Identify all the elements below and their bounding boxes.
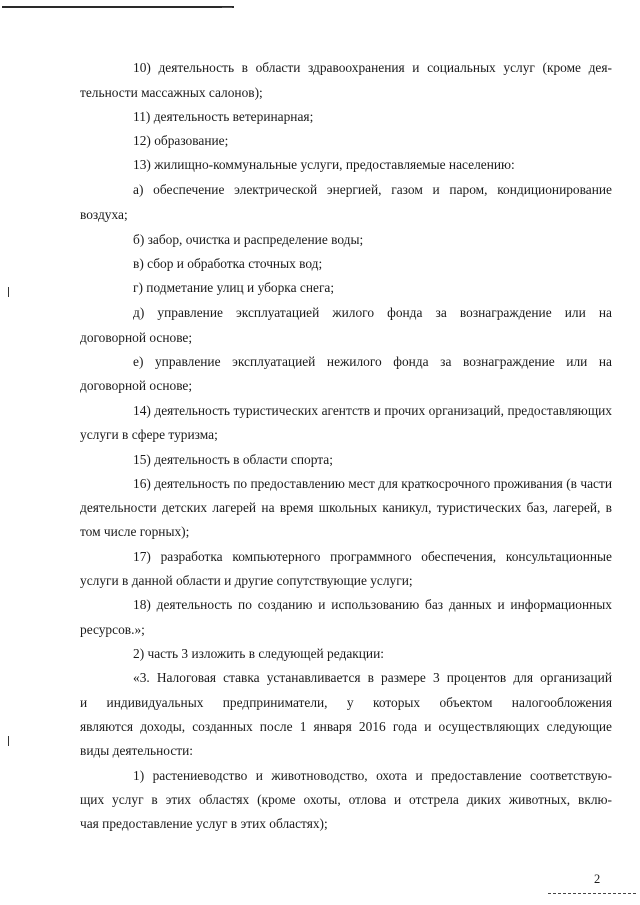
text-line: воздуха; [80,207,128,222]
text-line: 16) деятельность по предоставлению мест для краткосрочного проживания (в части [133,476,612,491]
text-line: 18) деятельность по созданию и использованию баз данных и информационных [133,597,612,612]
text-line: 11) деятельность ветеринарная; [133,109,314,124]
text-line: том числе горных); [80,524,190,539]
scan-artifact-margin-mark [8,287,9,297]
text-line: 14) деятельность туристических агентств и прочих организаций, предоставляющих [133,403,612,418]
text-line: 2) часть 3 изложить в следующей редакции: [133,646,384,661]
text-line: тельности массажных салонов); [80,85,263,100]
text-line: «3. Налоговая ставка устанавливается в размере 3 процентов для организаций [133,670,612,685]
text-line: договорной основе; [80,330,193,345]
text-line: услуги в сфере туризма; [80,427,218,442]
text-line: д) управление эксплуатацией жилого фонда за вознаграждение или на [133,305,612,320]
text-line: виды деятельности: [80,743,194,758]
text-line: ресурсов.»; [80,622,145,637]
text-line: 15) деятельность в области спорта; [133,452,333,467]
text-line: е) управление эксплуатацией нежилого фонда за вознаграждение или на [133,354,612,369]
text-line: договорной основе; [80,378,193,393]
text-line: 13) жилищно-коммунальные услуги, предоставляемые населению: [133,157,515,172]
text-line: услуги в данной области и другие сопутствующие услуги; [80,573,413,588]
text-line: г) подметание улиц и уборка снега; [133,280,335,295]
text-line: чая предоставление услуг в этих областях); [80,816,328,831]
scan-artifact-bottom-dash [548,893,636,895]
text-line: деятельности детских лагерей на время школьных каникул, туристических баз, лагерей, в [80,500,612,515]
text-line: в) сбор и обработка сточных вод; [133,256,323,271]
text-line: и индивидуальных предприниматели, у которых объектом налогообложения [80,695,612,710]
scan-artifact-top-dash [222,7,232,8]
text-line: 17) разработка компьютерного программного обеспечения, консультационные [133,549,612,564]
text-line: а) обеспечение электрической энергией, газом и паром, кондиционирование [133,182,612,197]
text-line: щих услуг в этих областях (кроме охоты, отлова и отстрела диких животных, вклю- [80,792,612,807]
text-line: 10) деятельность в области здравоохранения и социальных услуг (кроме дея- [133,60,612,75]
page-number: 2 [594,872,601,886]
text-line: являются доходы, созданных после 1 января 2016 года и осуществляющих следующие [80,719,612,734]
scan-artifact-margin-mark [8,736,9,746]
scan-artifact-top-line [2,6,234,8]
text-line: 12) образование; [133,133,229,148]
text-line: 1) растениеводство и животноводство, охота и предоставление соответствую- [133,768,612,783]
text-line: б) забор, очистка и распределение воды; [133,232,364,247]
